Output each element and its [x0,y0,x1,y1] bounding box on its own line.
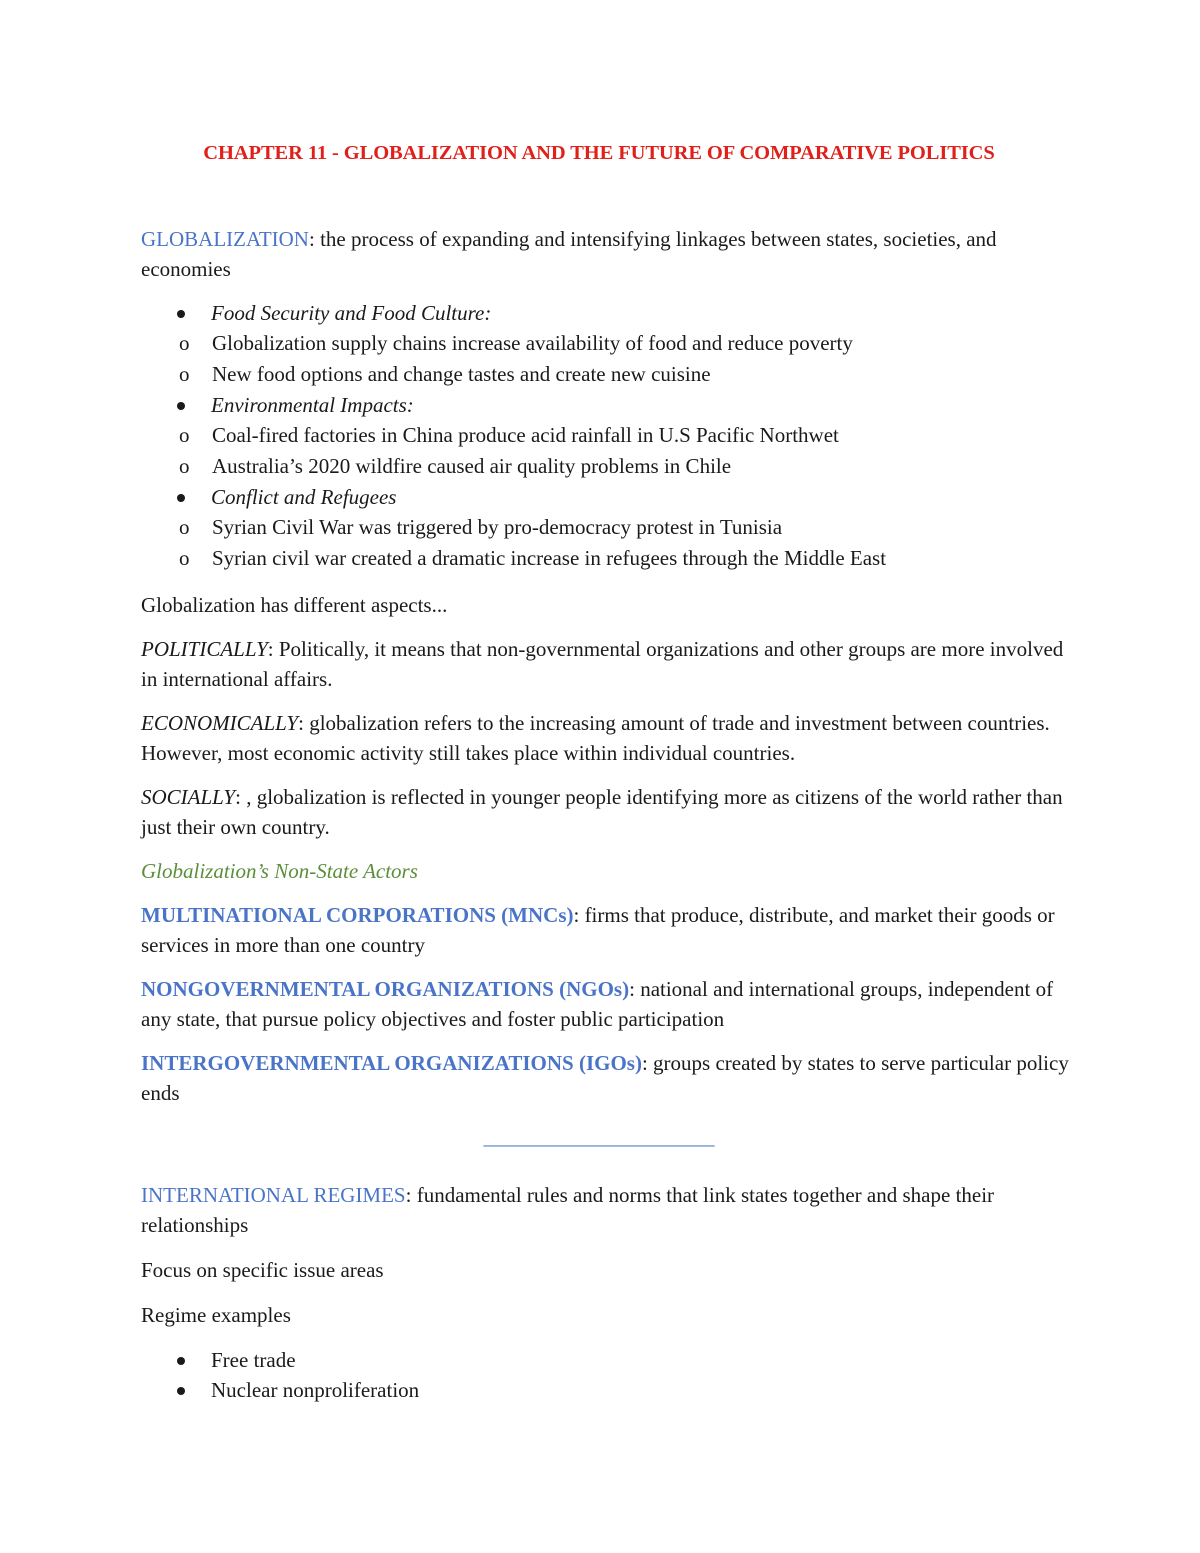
globalization-definition-text: : the process of expanding and intensifying linkages between states, societies, and economies [141,227,997,281]
sub-item [141,359,1071,390]
sub-item-text: New food options and change tastes and create new cuisine [212,362,711,386]
regimes-term: INTERNATIONAL REGIMES [141,1183,406,1207]
sub-list [141,328,1071,390]
topic-item [141,298,1071,390]
actor-term: INTERGOVERNMENTAL ORGANIZATIONS (IGOs) [141,1051,642,1075]
topic-heading: Food Security and Food Culture: [211,301,492,325]
topic-heading: Environmental Impacts: [211,393,414,417]
aspect-politically [141,634,1071,694]
aspect-text: : globalization refers to the increasing amount of trade and investment between countries. However, most economic activity still takes place within individual countries. [141,711,1050,765]
sub-bullet-icon: o [179,331,190,355]
examples-label: Regime examples [141,1303,291,1327]
globalization-term: GLOBALIZATION [141,227,309,251]
actor-igo [141,1048,1071,1108]
topic-heading: Conflict and Refugees [211,485,397,509]
examples-list [141,1345,1071,1405]
document-body [141,142,1071,1405]
section-separator: ______________________ [483,1125,715,1149]
actor-ngo [141,974,1071,1034]
regimes-definition-text: : fundamental rules and norms that link states together and shape their relationships [141,1183,995,1237]
bullet-icon [177,494,185,502]
sub-item-text: Globalization supply chains increase availability of food and reduce poverty [212,331,853,355]
actor-mnc [141,900,1071,960]
aspect-text: : Politically, it means that non-governmental organizations and other groups are more involved in international affairs. [141,637,1064,691]
example-item [141,1375,1071,1405]
sub-item [141,543,1071,574]
sub-bullet-icon: o [179,515,190,539]
actor-definition: : national and international groups, independent of any state, that pursue policy objectives and foster public participation [141,977,1054,1031]
actor-term: NONGOVERNMENTAL ORGANIZATIONS (NGOs) [141,977,630,1001]
bullet-icon [177,1357,185,1365]
sub-bullet-icon: o [179,423,190,447]
sub-item-text: Coal-fired factories in China produce acid rainfall in U.S Pacific Northwet [212,423,839,447]
sub-item-text: Syrian civil war created a dramatic increase in refugees through the Middle East [212,546,887,570]
sub-item [141,512,1071,543]
bullet-icon [177,310,185,318]
sub-item-text: Syrian Civil War was triggered by pro-democracy protest in Tunisia [212,515,783,539]
regimes-definition [141,1180,1071,1240]
example-text: Nuclear nonproliferation [211,1378,420,1402]
sub-bullet-icon: o [179,546,190,570]
focus-text: Focus on specific issue areas [141,1258,384,1282]
aspects-intro: Globalization has different aspects... [141,593,448,617]
topic-item [141,390,1071,482]
sub-item [141,451,1071,482]
bullet-icon [177,1387,185,1395]
actor-definition: : groups created by states to serve particular policy ends [141,1051,1069,1105]
aspect-economically [141,708,1071,768]
aspect-label: SOCIALLY [141,785,236,809]
sub-list [141,512,1071,574]
globalization-definition [141,224,1071,284]
sub-item [141,328,1071,359]
sub-item [141,420,1071,451]
sub-bullet-icon: o [179,362,190,386]
aspect-text: : , globalization is reflected in younger people identifying more as citizens of the world rather than just their own country. [141,785,1063,839]
aspect-socially [141,782,1071,842]
bullet-icon [177,402,185,410]
topic-item [141,482,1071,574]
example-item [141,1345,1071,1375]
example-text: Free trade [211,1348,296,1372]
topic-list [141,298,1071,574]
actors-heading: Globalization’s Non-State Actors [141,859,418,883]
sub-list [141,420,1071,482]
sub-item-text: Australia’s 2020 wildfire caused air quality problems in Chile [212,454,732,478]
sub-bullet-icon: o [179,454,190,478]
actor-definition: : firms that produce, distribute, and market their goods or services in more than one country [141,903,1055,957]
chapter-title: CHAPTER 11 - GLOBALIZATION AND THE FUTURE OF COMPARATIVE POLITICS [203,142,995,164]
aspect-label: ECONOMICALLY [141,711,299,735]
actor-term: MULTINATIONAL CORPORATIONS (MNCs) [141,903,574,927]
aspect-label: POLITICALLY [141,637,268,661]
